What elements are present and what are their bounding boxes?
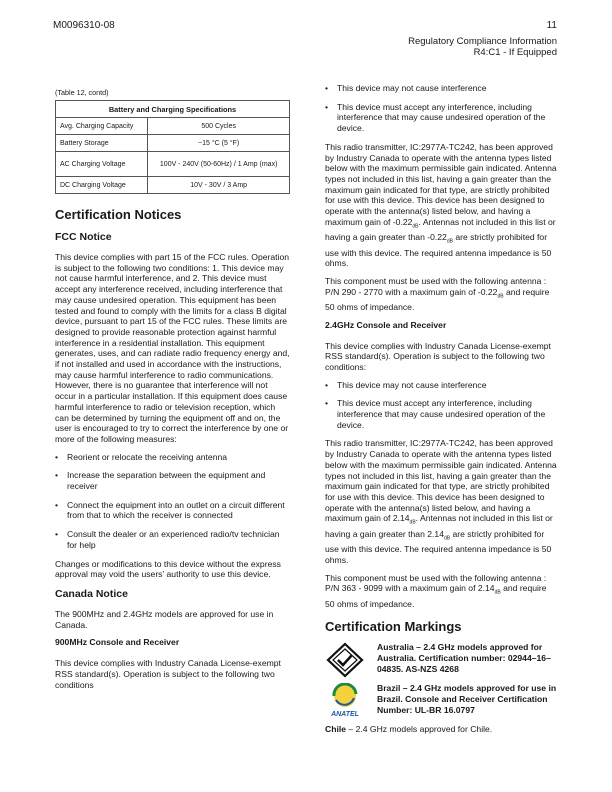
list-item [325,83,557,94]
running-header-subtitle: R4:C1 - If Equipped [473,47,557,58]
table-cell: Battery Storage [56,135,148,152]
list-item [325,380,557,391]
chile-text: – 2.4 GHz models approved for Chile. [346,724,493,735]
list-item-text: Reorient or relocate the receiving antenna [67,451,228,462]
list-item-text: Connect the equipment into an outlet on a circuit different from that to which the receiver is connected [67,499,285,521]
bullet-icon: • [325,83,329,93]
table-row [56,152,290,177]
table-cell: 500 Cycles [148,118,290,135]
list-item-text: Increase the separation between the equipment and receiver [67,470,266,492]
bullet-icon: • [55,451,59,462]
bullet-icon: • [325,101,329,112]
table-cell: 10V - 30V / 3 Amp [148,177,290,194]
left-column [55,88,290,697]
certification-notices-heading: Certification Notices [55,207,182,222]
certification-markings-heading: Certification Markings [325,619,462,635]
list-item-text: Consult the dealer or an experienced radio/tv technician for help [67,529,280,550]
list-item [325,102,557,134]
chile-paragraph [325,724,557,735]
component-antenna-paragraph-900mhz: This component must be used with the following antenna : P/N 290 - 2770 with a maximum gain of $-0.22_{dB}$ and require 50 ohms of impedance. [325,275,550,313]
table-row [56,177,290,194]
2-4ghz-conditions-list [325,380,557,431]
right-column [325,83,557,742]
brazil-text: Brazil – 2.4 GHz models approved for use in Brazil. Console and Receiver Certification Number: UL-BR 16.0797 [377,683,557,715]
brazil-marking [325,683,557,719]
table-row [56,135,290,152]
bullet-icon: • [325,398,329,409]
changes-paragraph: Changes or modifications to this device without the express approval may void the users' authority to use this device. [55,558,281,580]
chile-label: Chile [325,724,347,735]
bullet-icon: • [55,470,59,481]
list-item-text: This device may not cause interference [337,83,487,93]
list-item [55,470,290,491]
table-caption: (Table 12, contd) [55,88,109,97]
table-cell: Avg. Charging Capacity [56,118,148,135]
2-4ghz-heading: 2.4GHz Console and Receiver [325,319,447,330]
table-title: Battery and Charging Specifications [56,101,290,118]
2-4ghz-paragraph: This device complies with Industry Canada License-exempt RSS standard(s). Operation is subject to the following two conditions: [325,340,551,372]
anatel-logo-icon [325,683,365,719]
900mhz-paragraph: This device complies with Industry Canada License-exempt RSS standard(s). Operation is subject to the following two conditions [55,658,281,690]
fcc-measures-list [55,452,290,551]
australia-marking [325,642,557,678]
bullet-icon: • [55,499,59,510]
page-number: 11 [546,20,557,31]
table-cell: DC Charging Voltage [56,177,148,194]
canada-paragraph: The 900MHz and 2.4GHz models are approved for use in Canada. [55,608,274,630]
table-cell: −15 °C (5 °F) [148,135,290,152]
list-item [325,398,557,430]
bullet-icon: • [325,379,329,390]
list-item-text: This device must accept any interference, including interference that may cause undesired operation of the device. [337,398,546,430]
anatel-logo-text: ANATEL [331,711,359,719]
document-id: M0096310-08 [53,20,115,31]
900mhz-conditions-list [325,83,557,134]
900mhz-heading: 900MHz Console and Receiver [55,637,180,648]
bullet-icon: • [55,529,59,540]
fcc-notice-heading: FCC Notice [55,231,112,243]
list-item [55,500,290,521]
table-row [56,118,290,135]
australia-text: Australia – 2.4 GHz models approved for Australia. Certification number: 02944–16–04835. AS-NZS 4268 [377,642,551,674]
radio-transmitter-paragraph-900mhz: This radio transmitter, IC:2977A-TC242, has been approved by Industry Canada to operate with the antenna types listed below with the maximum permissible gain indicated. Antenna types not included in this list, having a gain greater than the maximum gain indicated for that type, are strictly prohibited for use with this device. This device has been designed to operate with the antenna(s) listed below, and having a maximum gain of $-0.22_{dB}$. Antennas not included in this list or having a gain greater than $-0.22_{dB}$ are strictly prohibited for use with this device. The required antenna impedance is 50 ohms. [325,141,557,269]
list-item [55,452,290,463]
table-cell: 100V - 240V (50-60Hz) / 1 Amp (max) [148,152,290,177]
list-item [55,529,290,550]
canada-notice-heading: Canada Notice [55,587,128,600]
list-item-text: This device may not cause interference [337,379,487,390]
list-item-text: This device must accept any interference, including interference that may cause undesired operation of the device. [337,101,546,134]
battery-spec-table [55,100,290,194]
component-antenna-paragraph-2-4ghz: This component must be used with the following antenna : P/N 363 - 9099 with a maximum gain of $2.14_{dB}$ and require 50 ohms of impedance. [325,572,547,609]
table-cell: AC Charging Voltage [56,152,148,177]
running-header-title: Regulatory Compliance Information [408,36,557,47]
radio-transmitter-paragraph-2-4ghz: This radio transmitter, IC:2977A-TC242, has been approved by Industry Canada to operate with the antenna types listed below with the maximum permissible gain indicated. Antenna types not included in this list, having a gain greater than the maximum gain indicated for that type, are strictly prohibited for use with this device. This device has been designed to operate with the antenna(s) listed below, and having a maximum gain of $2.14_{dB}$. Antennas not included in this list or having a gain greater than $2.14_{dB}$ are strictly prohibited for use with this device. The required antenna impedance is 50 ohms. [325,438,557,565]
fcc-paragraph: This device complies with part 15 of the FCC rules. Operation is subject to the following two conditions: 1. This device may not cause harmful interference, and 2. This device must accept any interference received, including interference that may cause undesired operation. This equipment has been tested and found to comply with the limits for a class B digital device, pursuant to part 15 of the FCC rules. These limits are designed to provide reasonable protection against harmful interference in a residential installation. This equipment generates, uses, and can radiate radio frequency energy and, if not installed and used in accordance with the instructions, may cause harmful interference to radio communications. However, there is no guarantee that interference will not occur in a particular installation. If this equipment does cause harmful interference to radio or television reception, which can be determined by turning the equipment off and on, the user is encouraged to try to correct the interference by one or more of the following measures: [55,252,290,444]
rcm-mark-icon [325,642,365,678]
